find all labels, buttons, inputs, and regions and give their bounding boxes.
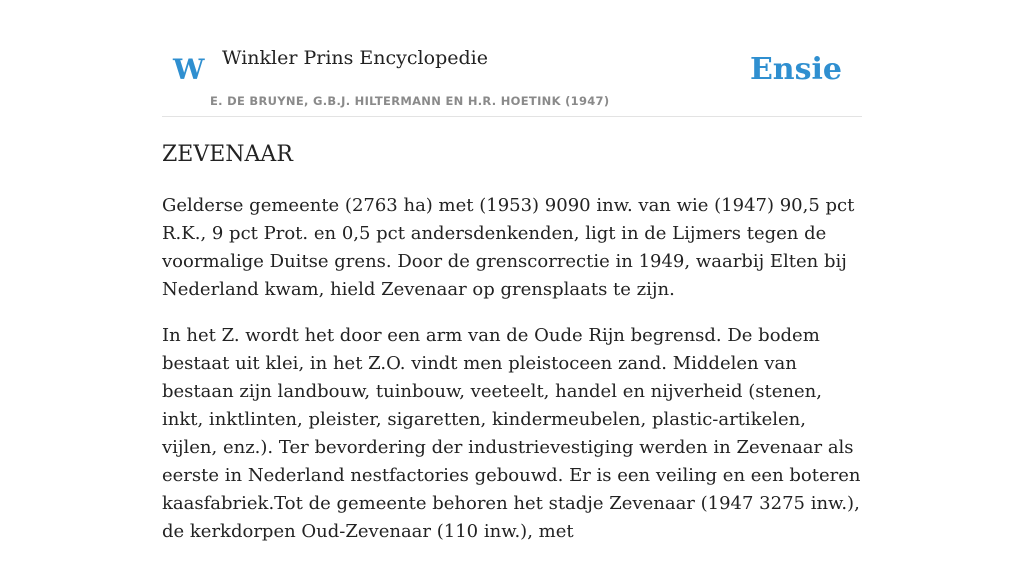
entry-body [162,192,862,564]
entry-paragraph: In het Z. wordt het door een arm van de Oude Rijn begrensd. De bodem bestaat uit klei, in het Z.O. vindt men pleistoceen zand. Middelen van bestaan zijn landbouw, tuinbouw, veeteelt, handel en nijverheid (stenen, inkt, inktlinten, pleister, sigaretten, kindermeubelen, plastic-artikelen, vijlen, enz.). Ter bevordering der industrievestiging werden in Zevenaar als eerste in Nederland nestfactories gebouwd. Er is een veiling en een boteren kaasfabriek.Tot de gemeente behoren het stadje Zevenaar (1947 3275 inw.), de kerkdorpen Oud-Zevenaar (110 inw.), met [162,325,861,542]
site-header [162,30,862,117]
entry-paragraph: Gelderse gemeente (2763 ha) met (1953) 9090 inw. van wie (1947) 90,5 pct R.K., 9 pct Prot. en 0,5 pct andersdenkenden, ligt in de Lijmers tegen de voormalige Duitse grens. Door de grenscorrectie in 1949, waarbij Elten bij Nederland kwam, hield Zevenaar op grensplaats te zijn. [162,195,855,300]
publication-title[interactable]: Winkler Prins Encyclopedie [222,47,488,69]
publication-authors: E. DE BRUYNE, G.B.J. HILTERMANN EN H.R. HOETINK (1947) [210,94,610,108]
ensie-logo[interactable]: Ensie [749,52,842,87]
publication-logo[interactable]: W [173,53,205,86]
entry-title: ZEVENAAR [162,142,293,167]
